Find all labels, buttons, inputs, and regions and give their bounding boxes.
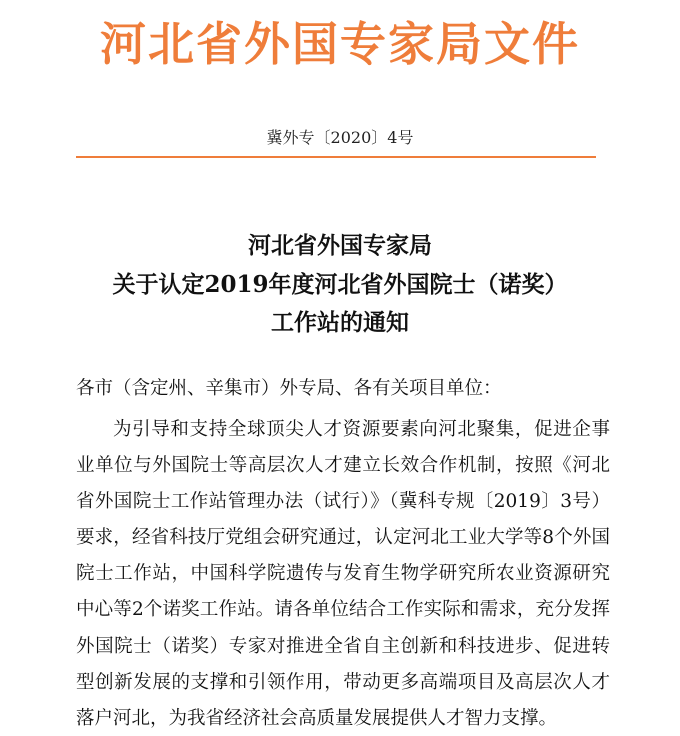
title-line-1: 河北省外国专家局: [248, 232, 432, 259]
title-line-3: 工作站的通知: [271, 309, 409, 336]
issuer-title: 河北省外国专家局文件: [100, 17, 580, 71]
title-line-2: 关于认定2019年度河北省外国院士（诺奖）: [112, 271, 568, 298]
body-paragraph: 为引导和支持全球顶尖人才资源要素向河北聚集，促进企事业单位与外国院士等高层次人才建立长效合作机制，按照《河北省外国院士工作站管理办法（试行）》（冀科专规〔2019〕3号）要求，经省科技厅党组会研究通过，认定河北工业大学等8个外国院士工作站，中国科学院遗传与发育生物学研究所农业资源研究中心等2个诺奖工作站。请各单位结合工作实际和需求，充分发挥外国院士（诺奖）专家对推进全省自主创新和科技进步、促进转型创新发展的支撑和引领作用，带动更多高端项目及高层次人才落户河北，为我省经济社会高质量发展提供人才智力支撑。: [76, 419, 610, 729]
header-divider: [76, 156, 596, 158]
document-number: 冀外专〔2020〕4号: [266, 128, 414, 147]
salutation: 各市（含定州、辛集市）外专局、各有关项目单位：: [76, 378, 502, 399]
